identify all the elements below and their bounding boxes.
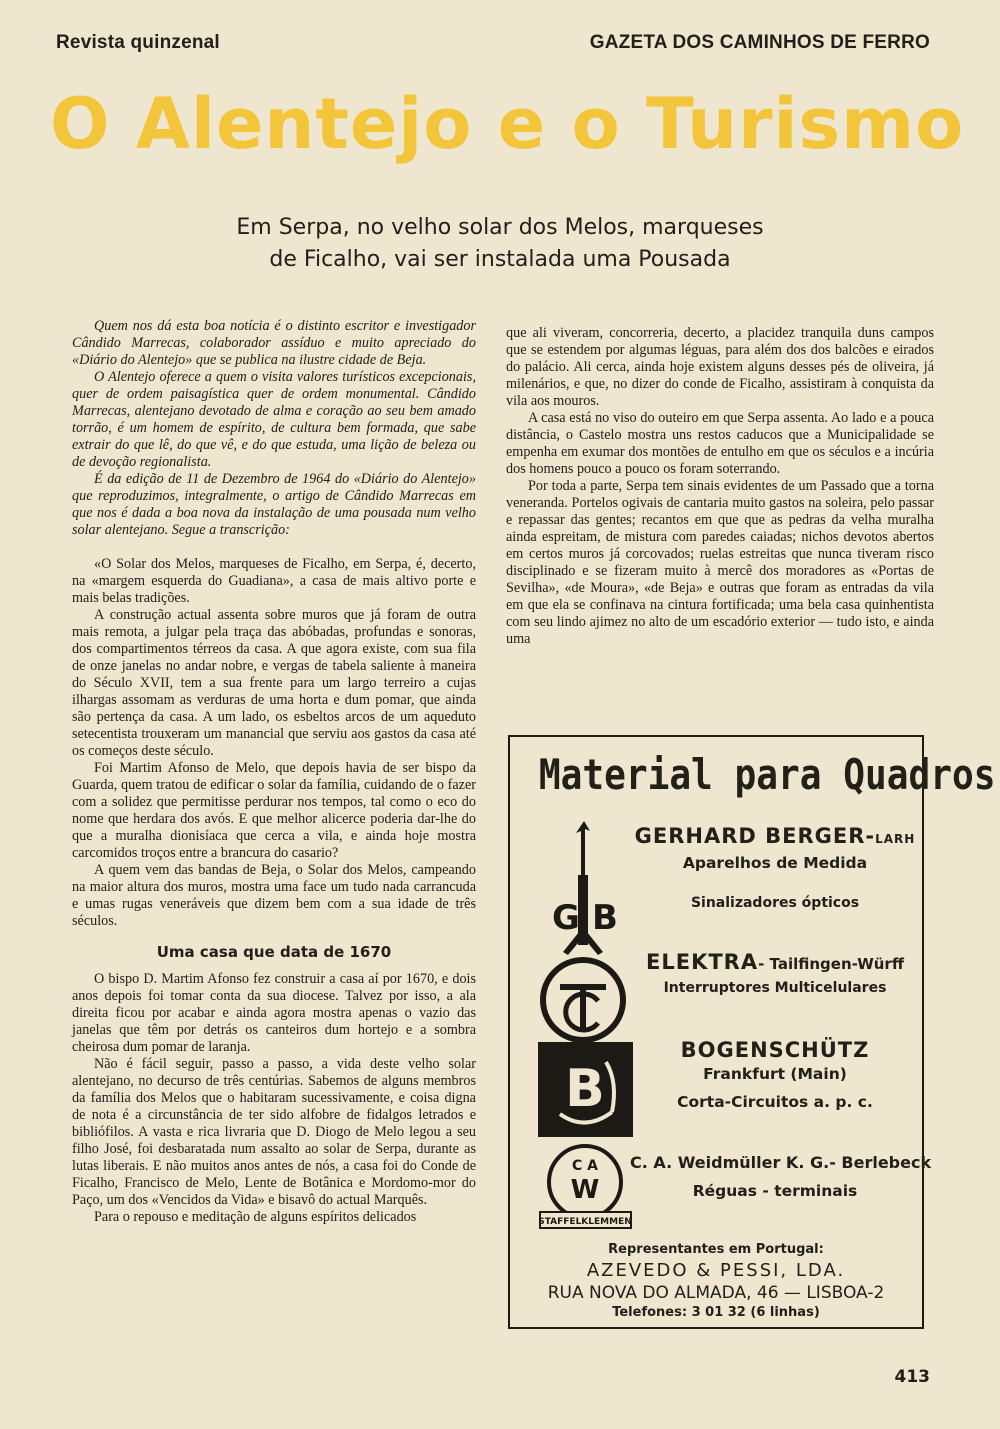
bogen-name: BOGENSCHÜTZ xyxy=(680,1038,870,1062)
subtitle-line: Em Serpa, no velho solar dos Melos, marqueses xyxy=(236,215,764,240)
elektra-name: ELEKTRA xyxy=(646,950,759,974)
body-paragraph: A quem vem das bandas de Beja, o Solar dos Melos, campeando na maior altura dos muros, mostra uma face um tudo nada carrancuda e umas rugas veneráveis que dizem bem com a sua idade de três séculos. xyxy=(72,862,476,929)
rep-company: AZEVEDO & PESSI, LDA. xyxy=(586,1260,846,1281)
weid-product: Réguas - terminais xyxy=(692,1182,858,1200)
gb-logo xyxy=(538,817,628,972)
gb-logo-icon xyxy=(538,817,628,967)
rep-phone: Telefones: 3 01 32 (6 linhas) xyxy=(612,1305,820,1320)
body-paragraph: A casa está no viso do outeiro em que Serpa assenta. Ao lado e a pouca distância, o Castelo mostra uns restos caducos que a Municipalidade se empenha em exumar dos montões de entulho em que os séculos e a incúria dos homens pouco a pouco os foram soterrando. xyxy=(506,410,934,477)
bogen-product: Corta-Circuitos a. p. c. xyxy=(677,1093,873,1111)
advertisement xyxy=(508,735,996,1329)
intro-paragraph: Quem nos dá esta boa notícia é o distinto escritor e investigador Cândido Marrecas, colaborador assíduo e muito apreciado do «Diário do Alentejo» que se publica na ilustre cidade de Beja. xyxy=(72,318,476,368)
body-paragraph: Foi Martim Afonso de Melo, que depois havia de ser bispo da Guarda, quem tratou de edificar o solar da família, cuidando de o fazer com a solidez que permitisse perdurar nos tempos, tal como o eco do nome que herdara dos avós. E que melhor alicerce poderia dar-lhe do que a muralha dionisíaca que cerca a vila, e ainda hoje mostra carcomidos troços entre a brancura do casario? xyxy=(72,760,476,861)
intro-paragraph: O Alentejo oferece a quem o visita valores turísticos excepcionais, quer de ordem paisagística quer de ordem monumental. Cândido Marrecas, alentejano devotado de alma e coração ao seu bem amado torrão, é um homem de espírito, de cultura bem formada, que sabe extrair do que lê, do que vê, e do que estuda, uma lição de beleza ou de devoção regionalista. xyxy=(72,369,476,470)
body-paragraph: que ali viveram, concorreria, decerto, a placidez tranquila duns campos que se estendem por algumas léguas, para além dos dos balcões e eirados do palácio. Ali cerca, ainda hoje existem alguns desses pés de oliveira, já milenários, e que, no dizer do conde de Ficalho, assistiram à conquista da vila aos mouros. xyxy=(506,325,934,409)
rep-label: Representantes em Portugal: xyxy=(608,1242,824,1257)
body-paragraph: A construção actual assenta sobre muros que já foram de outra mais remota, a julgar pela traça das abóbadas, profundas e sonoras, dos compartimentos térreos da casa. A que agora existe, com sua fila de onze janelas no andar nobre, e vergas de tabela saliente à maneira do Século XVII, tem a sua frente para um largo terreiro a cujas ilhargas assomam as verduras de uma horta e dum pomar, que ainda são pertença da casa. A um lado, os esbeltos arcos de um aqueduto setecentista trouxeram um manancial que serviu aos gastos da casa até os começos deste século. xyxy=(72,607,476,759)
svg-text:W: W xyxy=(570,1175,600,1205)
body-paragraph: Para o repouso e meditação de alguns espíritos delicados xyxy=(94,1209,417,1225)
intro-paragraph: É da edição de 11 de Dezembro de 1964 do «Diário do Alentejo» que reproduzimos, integralmente, o artigo de Cândido Marrecas em que nos é dada a boa nova da instalação de uma pousada num velho solar alentejano. Segue a transcrição: xyxy=(72,471,476,538)
bogen-place: Frankfurt (Main) xyxy=(703,1065,847,1083)
left-column xyxy=(72,318,476,1226)
ad-weidmuller xyxy=(630,1152,932,1202)
svg-text:G: G xyxy=(552,898,580,938)
ad-gerhard xyxy=(630,823,920,914)
body-paragraph: Não é fácil seguir, passo a passo, a vida deste velho solar alentejano, no decurso de três centúrias. Sabemos de alguns membros da família dos Melos que o habitaram sucessivamente, e coisa digna de nota é a circunstância de ter sido alfobre de fidalgos letrados e bibliófilos. A vasta e rica livraria que D. Diogo de Melo legou a seu filho José, foi desbaratada num assalto ao solar de Serpa, durante as lutas liberais. E não muitos anos antes de nós, a casa foi do Conde de Ficalho, Francisco de Melo, Lente de Botânica e Mordomo-mor do Paço, um dos «Vencidos da Vida» e bisavô do actual Marquês. xyxy=(72,1056,476,1208)
elektra-product: Interruptores Multicelulares xyxy=(663,980,887,996)
page-number: 413 xyxy=(894,1367,930,1387)
spacer xyxy=(72,539,476,556)
body-paragraph: O bispo D. Martim Afonso fez construir a casa aí por 1670, e dois anos depois foi tomar conta da sua diocese. Talvez por isso, a ala direita ficou por acabar e ainda agora mostra apenas o vazio das janelas que têm por detrás os canteiros dum hortejo e a sombra cheirosa dum pomar de laranja. xyxy=(72,971,476,1055)
elektra-place: - Tailfingen-Würff xyxy=(758,955,904,973)
elektra-logo-icon xyxy=(538,955,628,1045)
weidmuller-logo xyxy=(538,1142,633,1237)
body-paragraph: Por toda a parte, Serpa tem sinais evidentes de um Passado que a torna veneranda. Portelos ogivais de cantaria muito gastos na soleira, pelo passar e repassar das gentes; recantos em que que as pedras da velha muralha ainda espreitam, de mistura com paredes caiadas; nichos devotos abertos em certos muros já corcovados; ruelas estreitas que nunca tiveram risco disciplinado e se fizeram muito à mercê dos moradores as «Portas de Sevilha», «de Moura», «de Beja» e outras que foram as entradas da vila em que ela se confinava na cintura fortificada; uma bela casa quinhentista com seu lindo ajimez no alto de um escadório exterior — tudo isto, e ainda uma xyxy=(506,478,934,647)
bogen-logo-icon xyxy=(538,1042,633,1137)
gerhard-name: GERHARD BERGER- xyxy=(634,824,876,848)
header-left: Revista quinzenal xyxy=(56,32,220,53)
article-title: O Alentejo e o Turismo xyxy=(50,83,965,165)
subtitle-line: de Ficalho, vai ser instalada uma Pousada xyxy=(269,247,731,272)
svg-text:B: B xyxy=(565,1059,605,1119)
body-paragraph: «O Solar dos Melos, marqueses de Ficalho, em Serpa, é, decerto, na «margem esquerda do Guadiana», a casa de mais altivo porte e mais belas tradições. xyxy=(72,556,476,606)
rep-address: RUA NOVA DO ALMADA, 46 — LISBOA-2 xyxy=(547,1283,885,1303)
header-right: GAZETA DOS CAMINHOS DE FERRO xyxy=(589,32,930,53)
ad-title: Material para Quadros xyxy=(538,750,996,799)
gerhard-product: Aparelhos de Medida xyxy=(682,854,868,872)
gerhard-suffix: LARH xyxy=(875,832,916,846)
intro xyxy=(72,318,476,539)
gerhard-product2: Sinalizadores ópticos xyxy=(690,895,860,911)
svg-text:C A: C A xyxy=(572,1158,598,1174)
ad-elektra xyxy=(630,949,920,999)
bogen-logo xyxy=(538,1042,633,1142)
staffel-logo-text: STAFFELKLEMMEN xyxy=(538,1217,632,1227)
svg-text:B: B xyxy=(592,898,618,938)
weid-name: C. A. Weidmüller K. G.- Berlebeck xyxy=(630,1153,932,1172)
weidmuller-logo-icon xyxy=(538,1142,633,1232)
elektra-logo xyxy=(538,955,628,1050)
section-heading: Uma casa que data de 1670 xyxy=(156,943,392,961)
ad-bogen xyxy=(630,1037,920,1113)
right-column xyxy=(506,325,934,648)
article-subtitle xyxy=(150,212,850,276)
